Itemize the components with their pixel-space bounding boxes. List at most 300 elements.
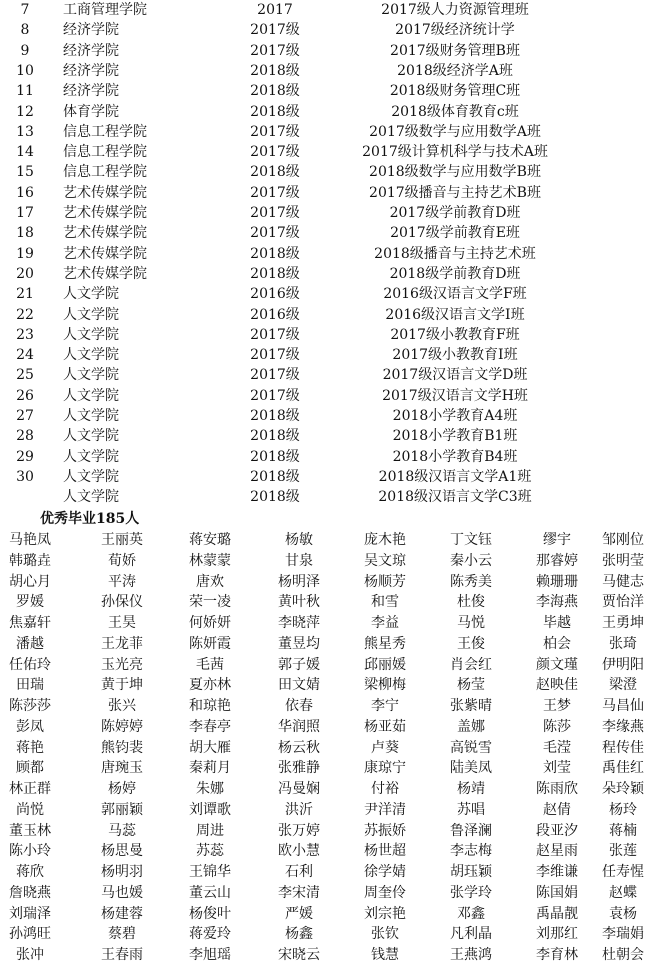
name-row [0,758,648,779]
student-name: 王燕鸿 [450,947,492,963]
student-name: 杨明羽 [101,864,143,880]
table-row [0,325,648,345]
class-name: 2018级播音与主持艺术班 [374,245,536,262]
student-name: 陈国娟 [536,884,578,901]
table-row [0,142,648,162]
student-name: 王勇坤 [602,615,644,631]
student-name: 依春 [285,698,313,714]
student-name: 马艳凤 [9,532,51,548]
grade-label: 2018级 [250,83,300,100]
student-name: 和琼艳 [189,698,231,714]
student-name: 王俊 [457,635,485,652]
student-name: 马悦 [457,615,485,631]
name-row [0,738,648,759]
student-name: 袁杨 [609,905,637,922]
student-name: 毛茜 [196,656,224,673]
name-row [0,696,648,717]
student-name: 尹洋清 [364,801,406,818]
class-name: 2017级财务管理B班 [390,42,520,59]
college-name: 经济学院 [63,62,119,79]
grade-label: 2018级 [250,489,300,506]
student-name: 那睿婷 [536,552,578,569]
class-name: 2016级汉语言文学I班 [385,306,525,323]
grade-label: 2016级 [250,286,300,303]
student-name: 杨俊叶 [189,905,231,922]
table-row [0,365,648,385]
row-number: 10 [16,62,34,79]
student-name: 熊星秀 [364,635,406,652]
grade-label: 2018级 [250,468,300,485]
row-number: 21 [16,286,34,303]
student-name: 刘瑞泽 [9,905,51,922]
student-name: 胡珏颖 [450,864,492,880]
college-name: 艺术传媒学院 [63,245,147,262]
college-name: 人文学院 [63,286,119,303]
student-name: 彭凤 [16,718,44,735]
student-name: 陈妍霞 [189,635,231,652]
table-row [0,183,648,203]
row-number: 17 [16,205,34,221]
student-name: 杨建蓉 [101,905,143,922]
name-row [0,634,648,655]
student-name: 程传佳 [602,739,644,756]
student-name: 石利 [285,864,313,880]
name-row [0,655,648,676]
row-number: 19 [16,245,34,262]
college-name: 人文学院 [63,387,119,404]
student-name: 李宁 [371,698,399,714]
student-name: 丁文钰 [450,532,492,548]
student-name: 苏蕊 [196,843,224,860]
row-number: 26 [16,387,34,404]
row-number: 13 [16,123,34,140]
name-row [0,530,648,551]
row-number: 22 [16,306,34,323]
table-row [0,467,648,487]
row-number: 20 [16,265,34,282]
college-name: 人文学院 [63,468,119,485]
student-name: 卢葵 [371,739,399,756]
student-name: 伊明阳 [602,656,644,673]
class-name: 2018级经济学A班 [397,62,513,79]
grade-label: 2017级 [250,205,300,221]
class-name: 2018小学教育B1班 [392,428,518,445]
college-name: 人文学院 [63,367,119,384]
student-name: 田瑞 [16,677,44,694]
student-name: 王春雨 [101,947,143,963]
student-name: 孙保仪 [101,594,143,611]
student-name: 段亚汐 [536,822,578,839]
table-row [0,487,648,507]
table-row [0,41,648,61]
class-name: 2017级计算机科学与技术A班 [362,144,548,161]
student-name: 李春亭 [189,718,231,735]
student-name: 赵蝶 [609,884,637,901]
student-name: 尚悦 [16,801,44,818]
row-number: 18 [16,225,34,242]
name-row [0,779,648,800]
class-name: 2018级学前教育D班 [389,265,521,282]
student-name: 韩璐垚 [9,552,51,569]
student-name: 杨靖 [457,781,485,797]
student-name: 秦小云 [450,552,492,569]
table-row [0,0,648,20]
student-name: 李育林 [536,947,578,963]
student-name: 蒋爱玲 [189,926,231,943]
student-name: 刘宗艳 [364,905,406,922]
row-number: 15 [16,164,34,181]
grade-label: 2017级 [250,184,300,201]
row-number: 12 [16,103,34,120]
student-name: 赵映佳 [536,677,578,694]
student-name: 杨明泽 [278,573,320,590]
table-row [0,122,648,142]
row-number: 25 [16,367,34,384]
student-name: 董昱均 [278,635,320,652]
class-name: 2018小学教育B4班 [392,448,518,465]
student-name: 宋晓云 [278,947,320,963]
college-name: 艺术传媒学院 [63,184,147,201]
college-name: 人文学院 [63,347,119,364]
row-number: 16 [16,184,34,201]
grade-label: 2017级 [250,42,300,59]
student-name: 郭丽颖 [101,801,143,818]
student-name: 林正群 [9,781,51,797]
student-name: 罗媛 [16,594,44,611]
college-name: 艺术传媒学院 [63,265,147,282]
student-name: 王梦 [543,698,571,714]
name-row [0,945,648,966]
class-name: 2018级数学与应用数学B班 [369,164,541,181]
class-name: 2018级财务管理C班 [389,83,521,100]
student-name: 梁澄 [609,677,637,694]
student-name: 杨云秋 [278,739,320,756]
table-row [0,81,648,101]
table-row [0,426,648,446]
table-row [0,203,648,223]
student-name: 杨亚茹 [364,718,406,735]
student-name: 荣一凌 [189,594,231,611]
table-row [0,102,648,122]
student-name: 李旭瑶 [189,947,231,963]
class-name: 2017级播音与主持艺术B班 [369,184,541,201]
student-name: 何娇妍 [189,615,231,631]
name-row [0,821,648,842]
name-row [0,572,648,593]
grade-label: 2018级 [250,164,300,181]
row-number: 7 [20,2,30,18]
college-name: 人文学院 [63,408,119,424]
student-name: 唐琬玉 [101,760,143,777]
student-name: 胡大雁 [189,739,231,756]
college-name: 信息工程学院 [63,144,147,161]
college-name: 工商管理学院 [63,2,147,18]
table-row [0,406,648,426]
college-name: 体育学院 [63,103,119,120]
student-name: 平涛 [108,573,136,590]
student-name: 唐欢 [196,573,224,590]
student-name: 荀娇 [108,552,136,569]
student-name: 陈莎 [543,718,571,735]
student-name: 杨婷 [108,781,136,797]
student-name: 詹晓燕 [9,884,51,901]
table-row [0,264,648,284]
name-row [0,904,648,925]
college-name: 经济学院 [63,42,119,59]
college-name: 经济学院 [63,83,119,100]
class-name: 2017级汉语言文学H班 [382,387,528,404]
student-name: 杨莹 [457,677,485,694]
student-name: 陈雨欣 [536,781,578,797]
college-name: 人文学院 [63,489,119,506]
grade-label: 2016级 [250,306,300,323]
student-name: 毛滢 [543,739,571,756]
student-name: 蒋欣 [16,864,44,880]
student-name: 董玉林 [9,822,51,839]
student-name: 张雅静 [278,760,320,777]
student-name: 柏会 [543,635,571,652]
grade-label: 2017级 [250,326,300,343]
student-name: 吴文琼 [364,552,406,569]
student-name: 杜朝会 [602,947,644,963]
student-name: 马健志 [602,573,644,590]
student-name: 熊钧裴 [101,739,143,756]
table-row [0,162,648,182]
row-number: 27 [16,408,34,424]
row-number: 29 [16,448,34,465]
student-name: 董云山 [189,884,231,901]
college-name: 艺术传媒学院 [63,205,147,221]
student-name: 玉光亮 [101,656,143,673]
student-name: 甘泉 [285,552,313,569]
row-number: 28 [16,428,34,445]
grade-label: 2017级 [250,367,300,384]
grade-label: 2017 [257,2,293,18]
table-row [0,386,648,406]
class-name: 2017级小教教育F班 [390,326,520,343]
class-name: 2017级数学与应用数学A班 [369,123,541,140]
grade-label: 2018级 [250,428,300,445]
student-name: 王丽英 [101,532,143,548]
table-row [0,61,648,81]
student-name: 钱慧 [371,947,399,963]
student-name: 张琦 [609,635,637,652]
class-name: 2017级人力资源管理班 [381,2,529,18]
student-name: 朵玲颖 [602,781,644,797]
student-name: 顾都 [16,760,44,777]
student-name: 毕越 [543,615,571,631]
student-name: 康琼宁 [364,760,406,777]
student-name: 朱娜 [196,781,224,797]
student-name: 任寿惺 [602,864,644,880]
class-name: 2018级汉语言文学A1班 [378,468,532,485]
table-row [0,20,648,40]
grade-label: 2018级 [250,103,300,120]
student-name: 蒋艳 [16,739,44,756]
name-row [0,551,648,572]
student-name: 张紫晴 [450,698,492,714]
row-number: 9 [20,42,30,59]
college-name: 人文学院 [63,306,119,323]
class-name: 2017级学前教育D班 [389,205,521,221]
student-name: 苏振娇 [364,822,406,839]
student-name: 杨思曼 [101,843,143,860]
student-name: 邓鑫 [457,905,485,922]
student-name: 缪宇 [543,532,571,548]
student-name: 陈婷婷 [101,718,143,735]
student-name: 潘越 [16,635,44,652]
student-name: 赖珊珊 [536,573,578,590]
name-row [0,675,648,696]
student-name: 林蒙蒙 [189,552,231,569]
student-name: 王龙菲 [101,635,143,652]
grade-label: 2018级 [250,62,300,79]
table-row [0,284,648,304]
student-name: 冯曼娴 [278,781,320,797]
table-row [0,447,648,467]
student-name: 蒋楠 [609,822,637,839]
name-row [0,800,648,821]
student-name: 黄于坤 [101,677,143,694]
row-number: 30 [16,468,34,485]
student-name: 李缘燕 [602,718,644,735]
student-name: 张学玲 [450,884,492,901]
student-name: 付裕 [371,781,399,797]
row-number: 11 [16,83,34,100]
student-name: 严媛 [285,905,313,922]
student-name: 马也媛 [101,884,143,901]
student-name: 孙鸿旺 [9,926,51,943]
student-name: 贾怡洋 [602,594,644,611]
student-name: 杨顺芳 [364,573,406,590]
name-row [0,924,648,945]
student-name: 黄叶秋 [278,594,320,611]
student-name: 胡心月 [9,573,51,590]
table-row [0,223,648,243]
grade-label: 2017级 [250,347,300,364]
student-name: 张兴 [108,698,136,714]
student-name: 李志梅 [450,843,492,860]
student-name: 苏唱 [457,801,485,818]
college-name: 人文学院 [63,326,119,343]
table-row [0,305,648,325]
class-name: 2018级体育教育c班 [391,103,519,120]
class-name: 2018小学教育A4班 [392,408,518,424]
grade-label: 2018级 [250,245,300,262]
student-name: 周奎伶 [364,884,406,901]
student-name: 赵倩 [543,801,571,818]
student-name: 盖娜 [457,718,485,735]
student-name: 刘莹 [543,760,571,777]
student-name: 李海燕 [536,594,578,611]
row-number: 14 [16,144,34,161]
grade-label: 2017级 [250,225,300,242]
class-name: 2017级经济统计学 [395,22,515,39]
college-name: 艺术传媒学院 [63,225,147,242]
student-name: 张钦 [371,926,399,943]
grade-label: 2018级 [250,265,300,282]
student-name: 刘谭歌 [189,801,231,818]
student-name: 李维谦 [536,864,578,880]
student-name: 李宋清 [278,884,320,901]
student-name: 李瑞娟 [602,926,644,943]
student-name: 夏亦林 [189,677,231,694]
grade-label: 2018级 [250,448,300,465]
student-name: 刘那红 [536,926,578,943]
student-name: 陆美凤 [450,760,492,777]
student-name: 王昊 [108,615,136,631]
college-name: 人文学院 [63,428,119,445]
student-name: 邹刚位 [602,532,644,548]
table-row [0,244,648,264]
student-name: 李益 [371,615,399,631]
grade-label: 2017级 [250,22,300,39]
student-name: 李晓萍 [278,615,320,631]
student-name: 杨玲 [609,801,637,818]
student-name: 杨世超 [364,843,406,860]
grade-label: 2017级 [250,123,300,140]
student-name: 和雪 [371,594,399,611]
student-name: 梁柳梅 [364,677,406,694]
student-name: 杨鑫 [285,926,313,943]
student-name: 焦嘉轩 [9,615,51,631]
name-row [0,862,648,883]
name-row [0,592,648,613]
name-row [0,841,648,862]
student-name: 鲁泽澜 [450,822,492,839]
college-name: 信息工程学院 [63,164,147,181]
class-name: 2018级汉语言文学C3班 [378,489,532,506]
grade-label: 2017级 [250,144,300,161]
name-row [0,717,648,738]
student-name: 蔡碧 [108,926,136,943]
row-number: 24 [16,347,34,364]
student-name: 禹晶靓 [536,905,578,922]
student-name: 任佑玲 [9,656,51,673]
student-name: 郭子媛 [278,656,320,673]
student-name: 周进 [196,822,224,839]
student-name: 陈小玲 [9,843,51,860]
student-name: 张明莹 [602,552,644,569]
student-name: 杨敏 [285,532,313,548]
student-name: 徐学婧 [364,864,406,880]
student-name: 田文婧 [278,677,320,694]
class-name: 2017级小教教育I班 [392,347,518,364]
student-name: 凡利晶 [450,926,492,943]
student-name: 洪沂 [285,801,313,818]
college-name: 经济学院 [63,22,119,39]
name-row [0,613,648,634]
student-name: 秦莉月 [189,760,231,777]
class-name: 2017级汉语言文学D班 [382,367,528,384]
student-name: 颜文瑾 [536,656,578,673]
class-name: 2017级学前教育E班 [390,225,520,242]
honor-section-title: 优秀毕业185人 [40,511,140,527]
table-row [0,345,648,365]
student-name: 陈秀美 [450,573,492,590]
student-name: 张万婷 [278,822,320,839]
student-name: 高锐雪 [450,739,492,756]
row-number: 8 [20,22,30,39]
student-name: 赵星雨 [536,843,578,860]
grade-label: 2017级 [250,387,300,404]
student-name: 邱丽媛 [364,656,406,673]
student-name: 张冲 [16,947,44,963]
row-number: 23 [16,326,34,343]
student-name: 华润照 [278,718,320,735]
grade-label: 2018级 [250,408,300,424]
student-name: 杜俊 [457,594,485,611]
